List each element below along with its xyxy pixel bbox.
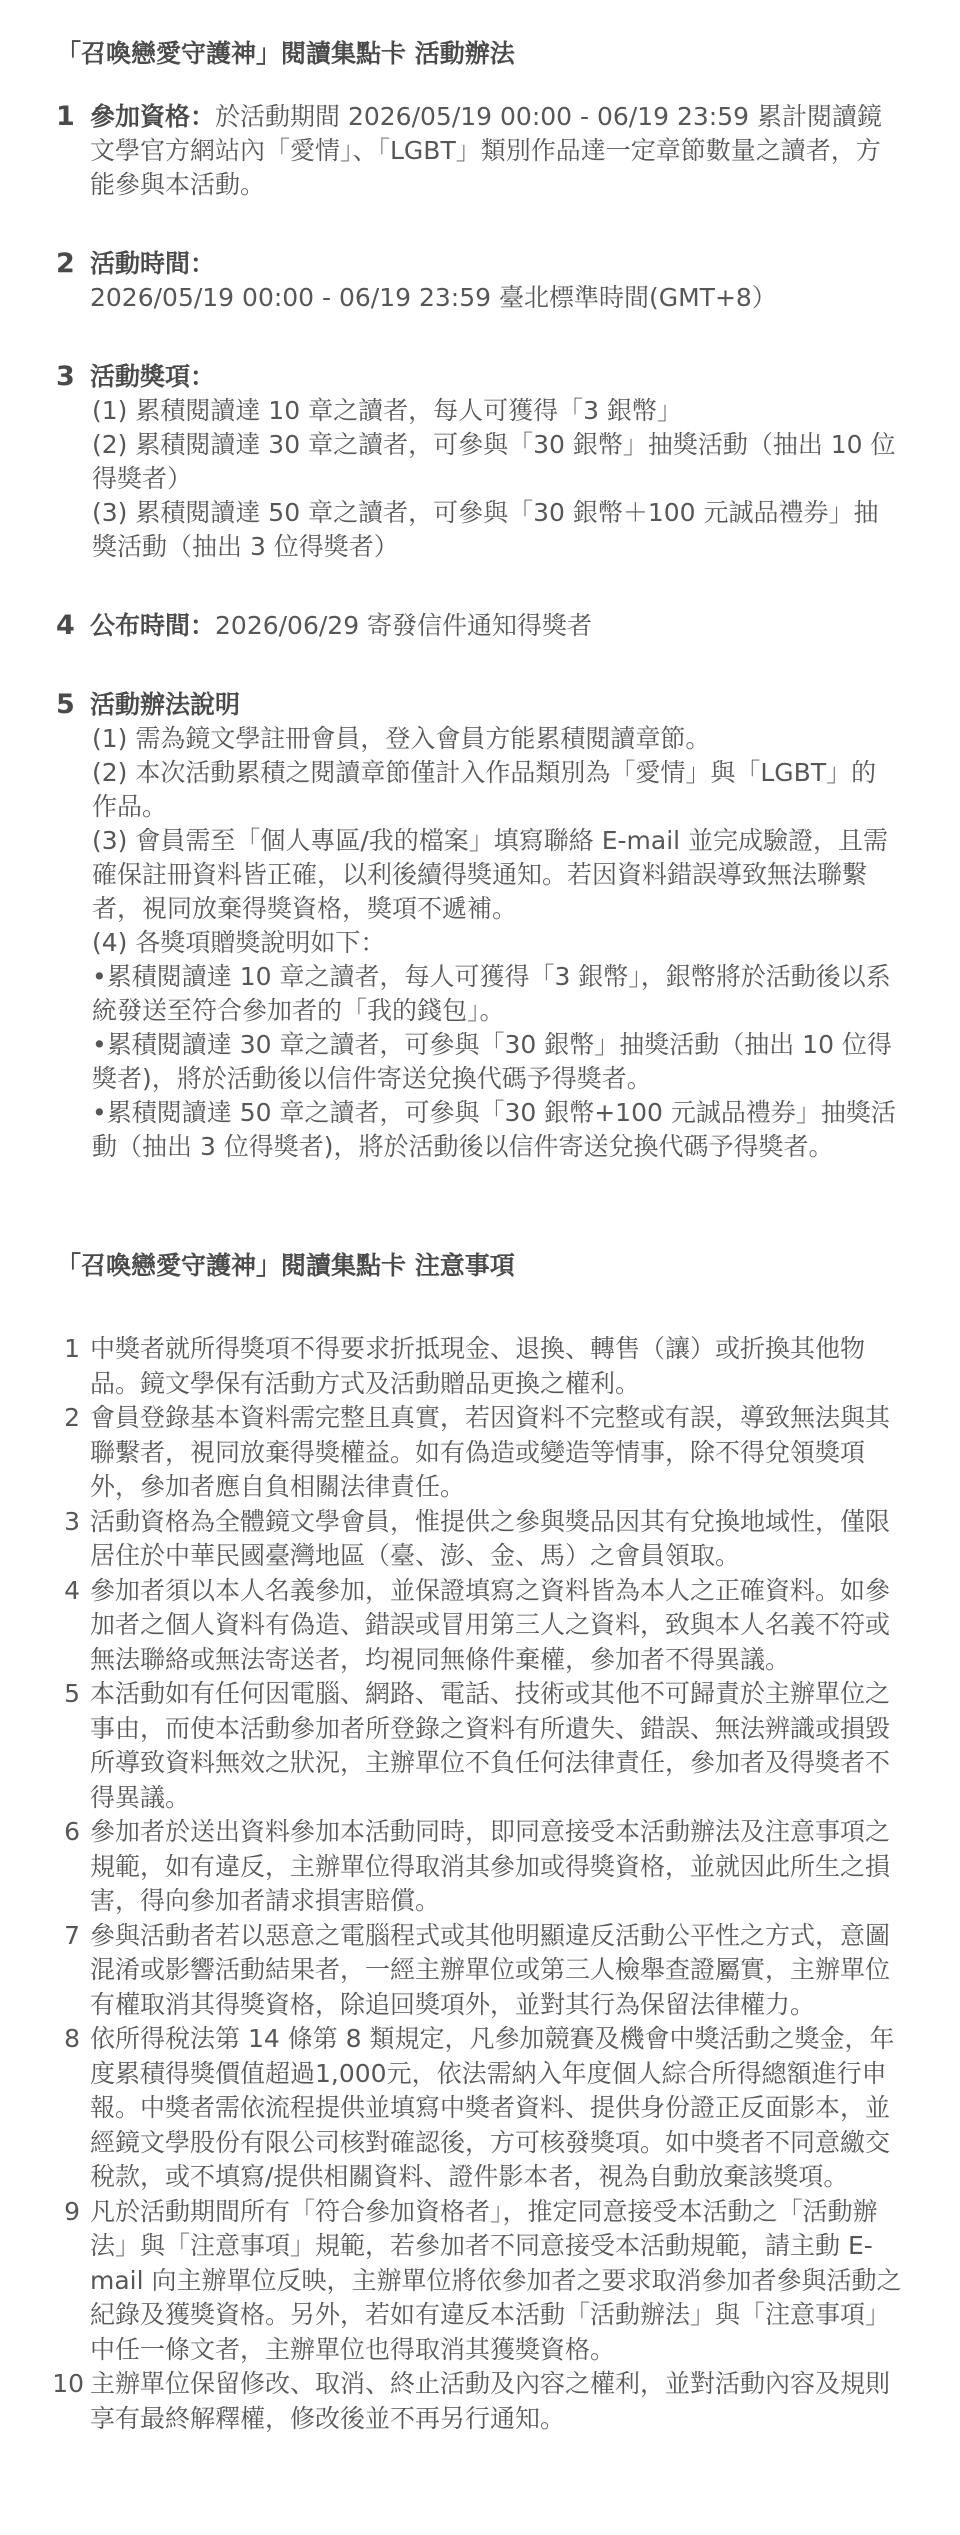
note-text: 參加者須以本人名義參加，並保證填寫之資料皆為本人之正確資料。如參加者之個人資料有偽造、錯誤或冒用第三人之資料，致與本人名義不符或無法聯絡或無法寄送者，均視同無條件棄權，參加者不得異議。 <box>90 1575 891 1674</box>
rules-list <box>0 100 960 1164</box>
note-text: 本活動如有任何因電腦、網路、電話、技術或其他不可歸責於主辦單位之事由，而使本活動參加者所登錄之資料有所遺失、錯誤、無法辨識或損毀所導致資料無效之狀況，主辦單位不負任何法律責任，參加者及得獎者不得異議。 <box>90 1679 891 1812</box>
rule-sub-item: (1) 需為鏡文學註冊會員，登入會員方能累積閱讀章節。 <box>92 724 711 753</box>
note-item <box>0 1574 960 1678</box>
rule-label: 參加資格： <box>90 102 216 131</box>
rule-heading <box>90 688 900 722</box>
rule-item <box>0 100 960 202</box>
rule-sub-item: •累積閱讀達 30 章之讀者，可參與「30 銀幣」抽獎活動（抽出 10 位得獎者)，將於活動後以信件寄送兌換代碼予得獎者。 <box>92 1030 892 1093</box>
rule-label: 活動辦法說明 <box>90 690 241 719</box>
note-item <box>0 1332 960 1401</box>
rule-number: 4 <box>56 610 75 641</box>
rule-text: 於活動期間 2026/05/19 00:00 - 06/19 23:59 累計閱讀鏡文學官方網站內「愛情」、「LGBT」類別作品達一定章節數量之讀者，方能參與本活動。 <box>90 102 882 199</box>
rule-sub-item: (4) 各獎項贈獎說明如下： <box>92 928 386 957</box>
rule-number: 1 <box>56 101 75 132</box>
rule-sub-item: (3) 會員需至「個人專區/我的檔案」填寫聯絡 E-mail 並完成驗證，且需確保註冊資料皆正確，以利後續得獎通知。若因資料錯誤導致無法聯繫者，視同放棄得獎資格，獎項不遞補。 <box>92 826 889 923</box>
note-text: 參加者於送出資料參加本活動同時，即同意接受本活動辦法及注意事項之規範，如有違反，主辦單位得取消其參加或得獎資格，並就因此所生之損害，得向參加者請求損害賠償。 <box>90 1817 891 1915</box>
rule-item <box>0 609 960 643</box>
rule-sub-item: (3) 累積閱讀達 50 章之讀者，可參與「30 銀幣＋100 元誠品禮券」抽獎活動（抽出 3 位得獎者） <box>92 498 879 561</box>
note-number: 10 <box>52 2369 84 2398</box>
note-number: 3 <box>64 1506 80 1536</box>
notes-section-title: 「召喚戀愛守護神」閱讀集點卡 注意事項 <box>56 1251 515 1280</box>
note-text: 活動資格為全體鏡文學會員，惟提供之參與獎品因其有兌換地域性，僅限居住於中華民國臺灣地區（臺、澎、金、馬）之會員領取。 <box>90 1506 891 1570</box>
rule-number: 2 <box>56 248 75 279</box>
note-number: 5 <box>64 1679 80 1708</box>
note-text: 參與活動者若以惡意之電腦程式或其他明顯違反活動公平性之方式，意圖混淆或影響活動結果者，一經主辦單位或第三人檢舉查證屬實，主辦單位有權取消其得獎資格，除追回獎項外，並對其行為保留法律權力。 <box>90 1920 891 2019</box>
rule-sub-item: (1) 累積閱讀達 10 章之讀者，每人可獲得「3 銀幣」 <box>92 396 682 425</box>
rule-text: 2026/06/29 寄發信件通知得獎者 <box>215 611 593 640</box>
rule-sub-item: (2) 本次活動累積之閱讀章節僅計入作品類別為「愛情」與「LGBT」的作品。 <box>92 758 877 821</box>
note-text: 依所得稅法第 14 條第 8 類規定，凡參加競賽及機會中獎活動之獎金，年度累積得獎價值超過1,000元，依法需納入年度個人綜合所得總額進行申報。中獎者需依流程提供並填寫中獎者資料、提供身份證正反面影本，並經鏡文學股份有限公司核對確認後，方可核發獎項。如中獎者不同意繳交稅款，或不填寫/提供相關資料、證件影本者，視為自動放棄該獎項。 <box>90 2024 895 2191</box>
note-text: 會員登錄基本資料需完整且真實，若因資料不完整或有誤，導致無法與其聯繫者，視同放棄得獎權益。如有偽造或變造等情事，除不得兌領獎項外，參加者應自負相關法律責任。 <box>90 1403 891 1501</box>
note-text: 中獎者就所得獎項不得要求折抵現金、退換、轉售（讓）或折換其他物品。鏡文學保有活動方式及活動贈品更換之權利。 <box>90 1334 866 1398</box>
note-item <box>0 1815 960 1919</box>
rules-section-title: 「召喚戀愛守護神」閱讀集點卡 活動辦法 <box>56 39 515 68</box>
rule-label: 公布時間： <box>90 611 216 640</box>
rule-sub-item: (2) 累積閱讀達 30 章之讀者，可參與「30 銀幣」抽獎活動（抽出 10 位得獎者） <box>92 430 896 493</box>
rule-sub-item: •累積閱讀達 50 章之讀者，可參與「30 銀幣+100 元誠品禮券」抽獎活動（抽出 3 位得獎者)，將於活動後以信件寄送兌換代碼予得獎者。 <box>92 1098 896 1161</box>
note-number: 8 <box>64 2024 80 2053</box>
rule-label: 活動獎項： <box>90 362 216 391</box>
note-item <box>0 2367 960 2436</box>
note-number: 7 <box>64 1920 80 1950</box>
rule-heading <box>90 247 900 315</box>
rule-text: 2026/05/19 00:00 - 06/19 23:59 臺北標準時間(GMT+8） <box>90 283 777 312</box>
note-number: 1 <box>64 1334 80 1363</box>
rule-item <box>0 360 960 564</box>
note-number: 6 <box>64 1817 80 1846</box>
note-item <box>0 1919 960 2023</box>
note-number: 2 <box>64 1403 80 1432</box>
note-item <box>0 1401 960 1505</box>
rule-item <box>0 688 960 1164</box>
note-item <box>0 1505 960 1574</box>
note-text: 主辦單位保留修改、取消、終止活動及內容之權利，並對活動內容及規則享有最終解釋權，修改後並不再另行通知。 <box>90 2369 891 2433</box>
note-item <box>0 1677 960 1815</box>
note-number: 9 <box>64 2196 80 2226</box>
rule-heading <box>90 100 900 202</box>
rule-number: 5 <box>56 689 75 720</box>
rule-heading <box>90 609 900 643</box>
note-item <box>0 2022 960 2195</box>
note-item <box>0 2195 960 2368</box>
note-text: 凡於活動期間所有「符合參加資格者」，推定同意接受本活動之「活動辦法」與「注意事項」規範，若參加者不同意接受本活動規範，請主動 E-mail 向主辦單位反映，主辦單位將依參加者之要求取消參加者參與活動之紀錄及獲獎資格。另外，若如有違反本活動「活動辦法」與「注意事項」中任一條文者，主辦單位也得取消其獲獎資格。 <box>90 2196 902 2364</box>
rule-item <box>0 247 960 315</box>
notes-list <box>0 1332 960 2436</box>
rule-heading <box>90 360 900 394</box>
rule-label: 活動時間： <box>90 249 216 278</box>
rule-sub-item: •累積閱讀達 10 章之讀者，每人可獲得「3 銀幣」，銀幣將於活動後以系統發送至符合參加者的「我的錢包」。 <box>92 962 891 1025</box>
rule-number: 3 <box>56 361 75 392</box>
note-number: 4 <box>64 1575 80 1605</box>
